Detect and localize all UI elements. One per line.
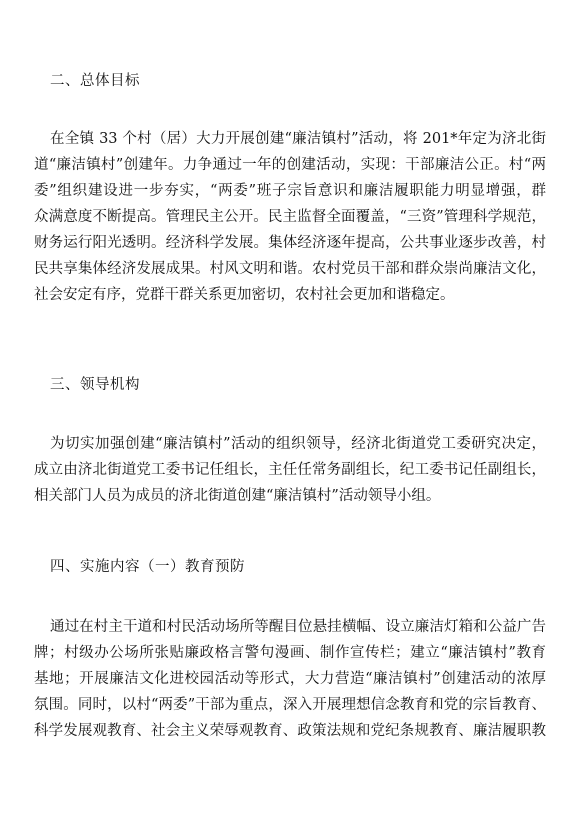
paragraph-line: 成立由济北街道党工委书记任组长，主任任常务副组长，纪工委书记任副组长， <box>34 462 546 478</box>
paragraph-implementation <box>34 614 546 744</box>
paragraph-line: 道“廉洁镇村”创建年。力争通过一年的创建活动，实现：干部廉洁公正。村“两 <box>34 157 546 173</box>
section-heading-goal: 二、总体目标 <box>50 73 140 89</box>
paragraph-leadership <box>34 431 546 509</box>
paragraph-line: 相关部门人员为成员的济北街道创建“廉洁镇村”活动领导小组。 <box>34 488 441 504</box>
paragraph-line: 科学发展观教育、社会主义荣辱观教育、政策法规和党纪条规教育、廉洁履职教 <box>34 723 546 739</box>
paragraph-line: 通过在村主干道和村民活动场所等醒目位悬挂横幅、设立廉洁灯箱和公益广告 <box>50 619 546 635</box>
paragraph-line: 众满意度不断提高。管理民主公开。民主监督全面覆盖，“三资”管理科学规范， <box>34 209 546 225</box>
section-heading-implementation: 四、实施内容（一）教育预防 <box>50 559 245 575</box>
paragraph-line: 氛围。同时，以村“两委”干部为重点，深入开展理想信念教育和党的宗旨教育、 <box>34 697 546 713</box>
paragraph-line: 牌；村级办公场所张贴廉政格言警句漫画、制作宣传栏；建立“廉洁镇村”教育 <box>34 645 546 661</box>
paragraph-line: 基地；开展廉洁文化进校园活动等形式，大力营造“廉洁镇村”创建活动的浓厚 <box>34 671 546 687</box>
paragraph-line: 民共享集体经济发展成果。村风文明和谐。农村党员干部和群众崇尚廉洁文化， <box>34 261 546 277</box>
paragraph-line: 社会安定有序，党群干群关系更加密切，农村社会更加和谐稳定。 <box>34 287 455 303</box>
paragraph-goal <box>34 126 546 308</box>
paragraph-line: 在全镇 33 个村（居）大力开展创建“廉洁镇村”活动，将 201*年定为济北街 <box>50 131 546 147</box>
section-heading-leadership: 三、领导机构 <box>50 377 140 393</box>
paragraph-line: 为切实加强创建“廉洁镇村”活动的组织领导，经济北街道党工委研究决定， <box>50 436 546 452</box>
paragraph-line: 财务运行阳光透明。经济科学发展。集体经济逐年提高，公共事业逐步改善，村 <box>34 235 546 251</box>
paragraph-line: 委”组织建设进一步夯实，“两委”班子宗旨意识和廉洁履职能力明显增强，群 <box>34 183 546 199</box>
